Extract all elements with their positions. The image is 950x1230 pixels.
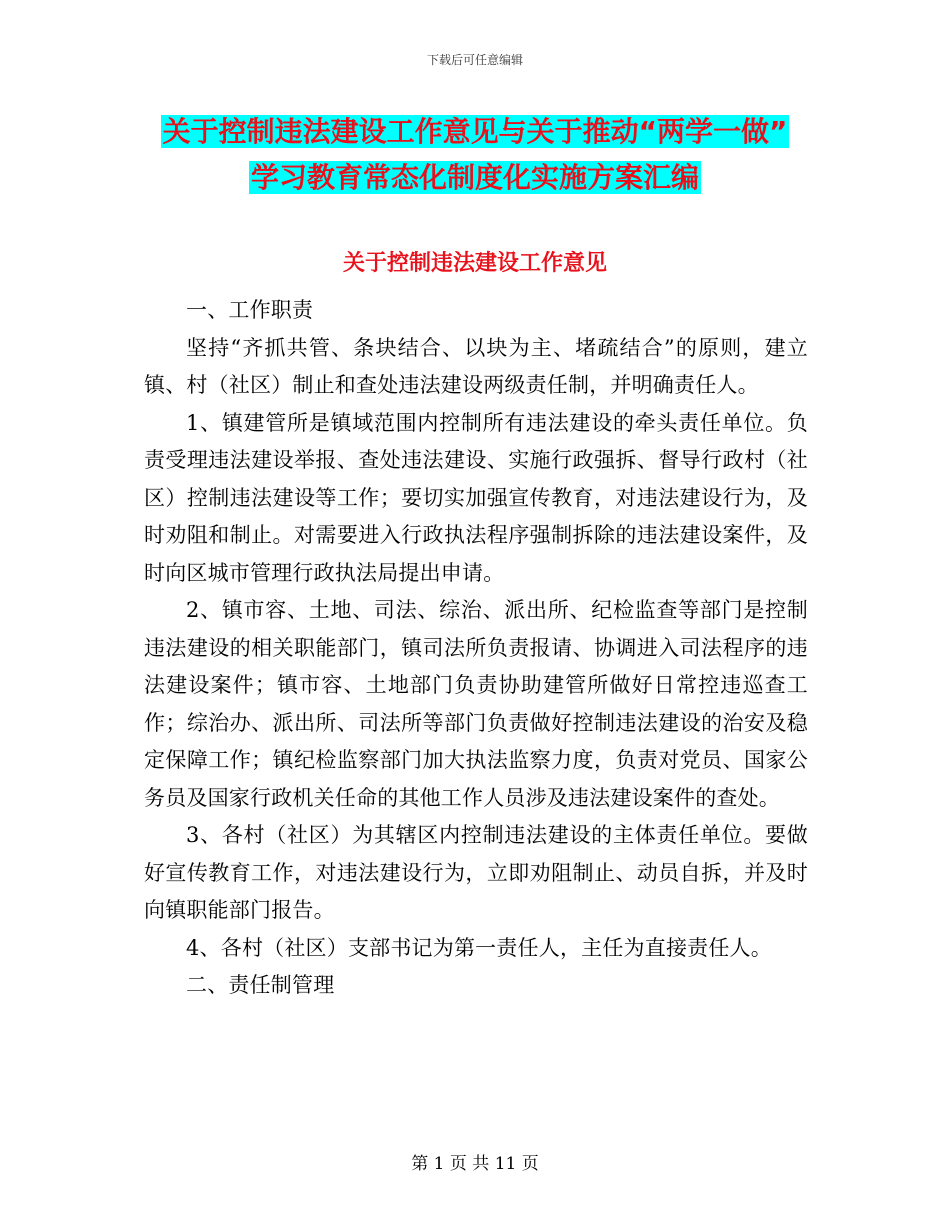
paragraph-principle: 坚持“齐抓共管、条块结合、以块为主、堵疏结合”的原则，建立镇、村（社区）制止和查处违法建设两级责任制，并明确责任人。 [144,335,808,397]
section-title: 关于控制违法建设工作意见 [342,251,607,276]
paragraph-item-1: 1、镇建管所是镇域范围内控制所有违法建设的牵头责任单位。负责受理违法建设举报、查处违法建设、实施行政强拆、督导行政村（社区）控制违法建设等工作；要切实加强宣传教育，对违法建设行为，及时劝阻和制止。对需要进入行政执法程序强制拆除的违法建设案件，及时向区城市管理行政执法局提出申请。 [144,410,808,585]
document-title [100,109,850,201]
document-body [144,292,808,1005]
title-highlight-1: 关于控制违法建设工作意见与关于推动“两学一做” [162,115,788,148]
title-highlight-2: 学习教育常态化制度化实施方案汇编 [250,161,699,194]
document-title-line-2 [100,155,850,201]
paragraph-item-3: 3、各村（社区）为其辖区内控制违法建设的主体责任单位。要做好宣传教育工作，对违法建设行为，立即劝阻制止、动员自拆，并及时向镇职能部门报告。 [144,823,808,922]
paragraph-item-2: 2、镇市容、土地、司法、综治、派出所、纪检监查等部门是控制违法建设的相关职能部门，镇司法所负责报请、协调进入司法程序的违法建设案件；镇市容、土地部门负责协助建管所做好日常控违巡查工作；综治办、派出所、司法所等部门负责做好控制违法建设的治安及稳定保障工作；镇纪检监察部门加大执法监察力度，负责对党员、国家公务员及国家行政机关任命的其他工作人员涉及违法建设案件的查处。 [144,598,808,810]
heading-responsibility-management: 二、责任制管理 [186,973,335,997]
heading-work-duties: 一、工作职责 [186,298,314,322]
page-header-note: 下载后可任意编辑 [426,53,523,67]
page-number: 第 1 页 共 11 页 [411,1154,539,1174]
paragraph-item-4: 4、各村（社区）支部书记为第一责任人，主任为直接责任人。 [186,935,772,960]
document-title-line-1 [100,109,850,155]
